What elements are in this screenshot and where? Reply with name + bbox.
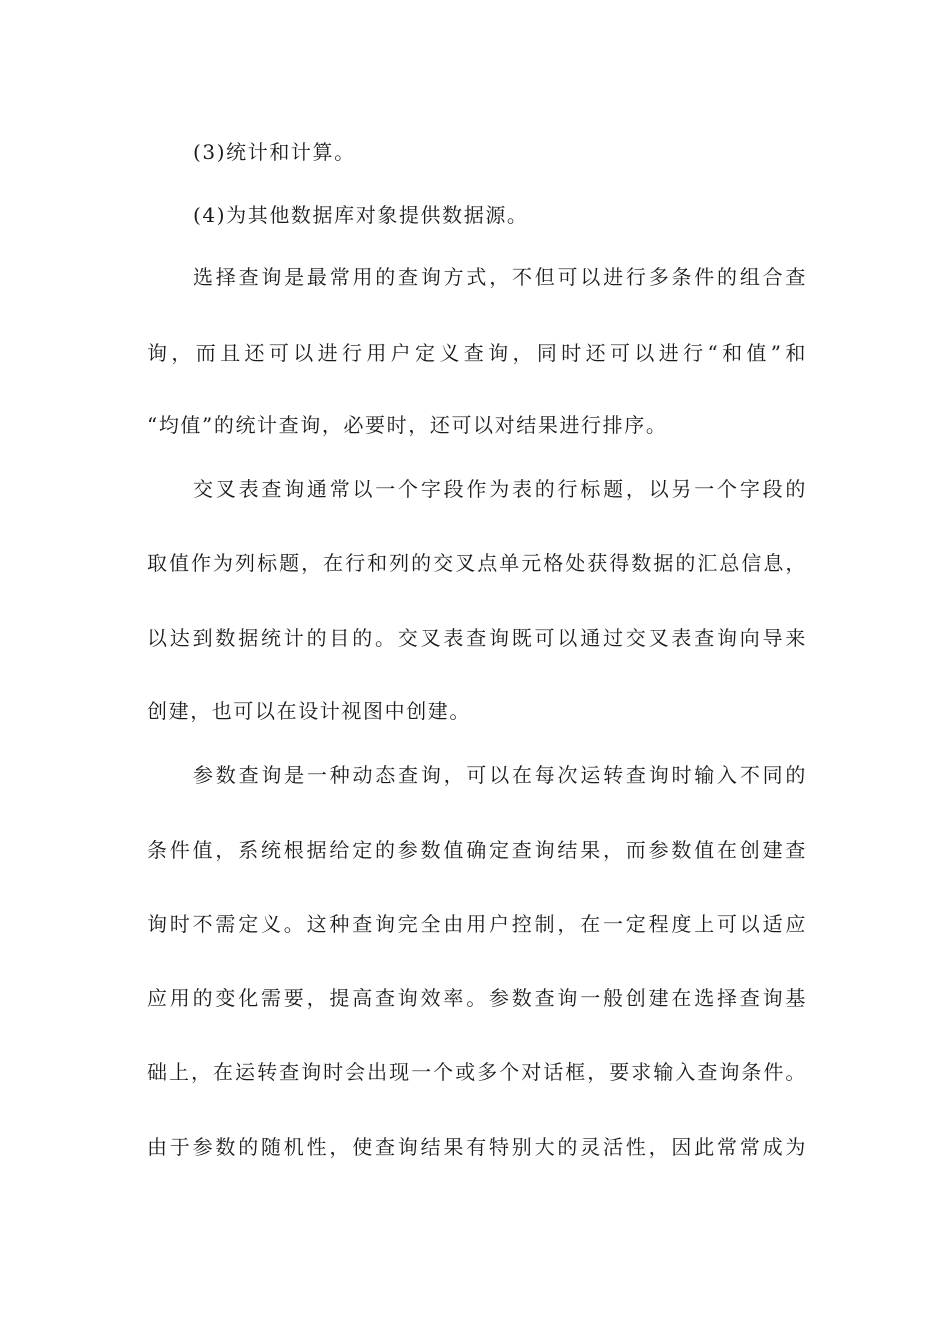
paragraph-select-query-line-1: 选择查询是最常用的查询方式，不但可以进行多条件的组合查 [193,265,807,289]
paragraph-select-query-line-3: “均值”的统计查询，必要时，还可以对结果进行排序。 [147,413,668,437]
paragraph-parameter-query-line-2: 条件值，系统根据给定的参数值确定查询结果，而参数值在创建查 [147,838,807,862]
paragraph-crosstab-query-line-1: 交叉表查询通常以一个字段作为表的行标题，以另一个字段的 [193,477,807,501]
paragraph-crosstab-query-line-4: 创建，也可以在设计视图中创建。 [147,699,471,723]
paragraph-parameter-query-line-3: 询时不需定义。这种查询完全由用户控制，在一定程度上可以适应 [147,912,807,936]
paragraph-parameter-query-line-1: 参数查询是一种动态查询，可以在每次运转查询时输入不同的 [193,763,807,787]
paragraph-parameter-query-line-5: 础上，在运转查询时会出现一个或多个对话框，要求输入查询条件。 [147,1060,807,1084]
paragraph-parameter-query-line-6: 由于参数的随机性，使查询结果有特别大的灵活性，因此常常成为 [147,1135,807,1159]
paragraph-select-query-line-2: 询，而且还可以进行用户定义查询，同时还可以进行“和值”和 [147,341,807,365]
paragraph-crosstab-query-line-2: 取值作为列标题，在行和列的交叉点单元格处获得数据的汇总信息， [147,551,807,575]
list-item-3: (3)统计和计算。 [193,140,356,164]
paragraph-parameter-query-line-4: 应用的变化需要，提高查询效率。参数查询一般创建在选择查询基 [147,986,807,1010]
paragraph-crosstab-query-line-3: 以达到数据统计的目的。交叉表查询既可以通过交叉表查询向导来 [147,626,807,650]
list-item-4: (4)为其他数据库对象提供数据源。 [193,203,529,227]
